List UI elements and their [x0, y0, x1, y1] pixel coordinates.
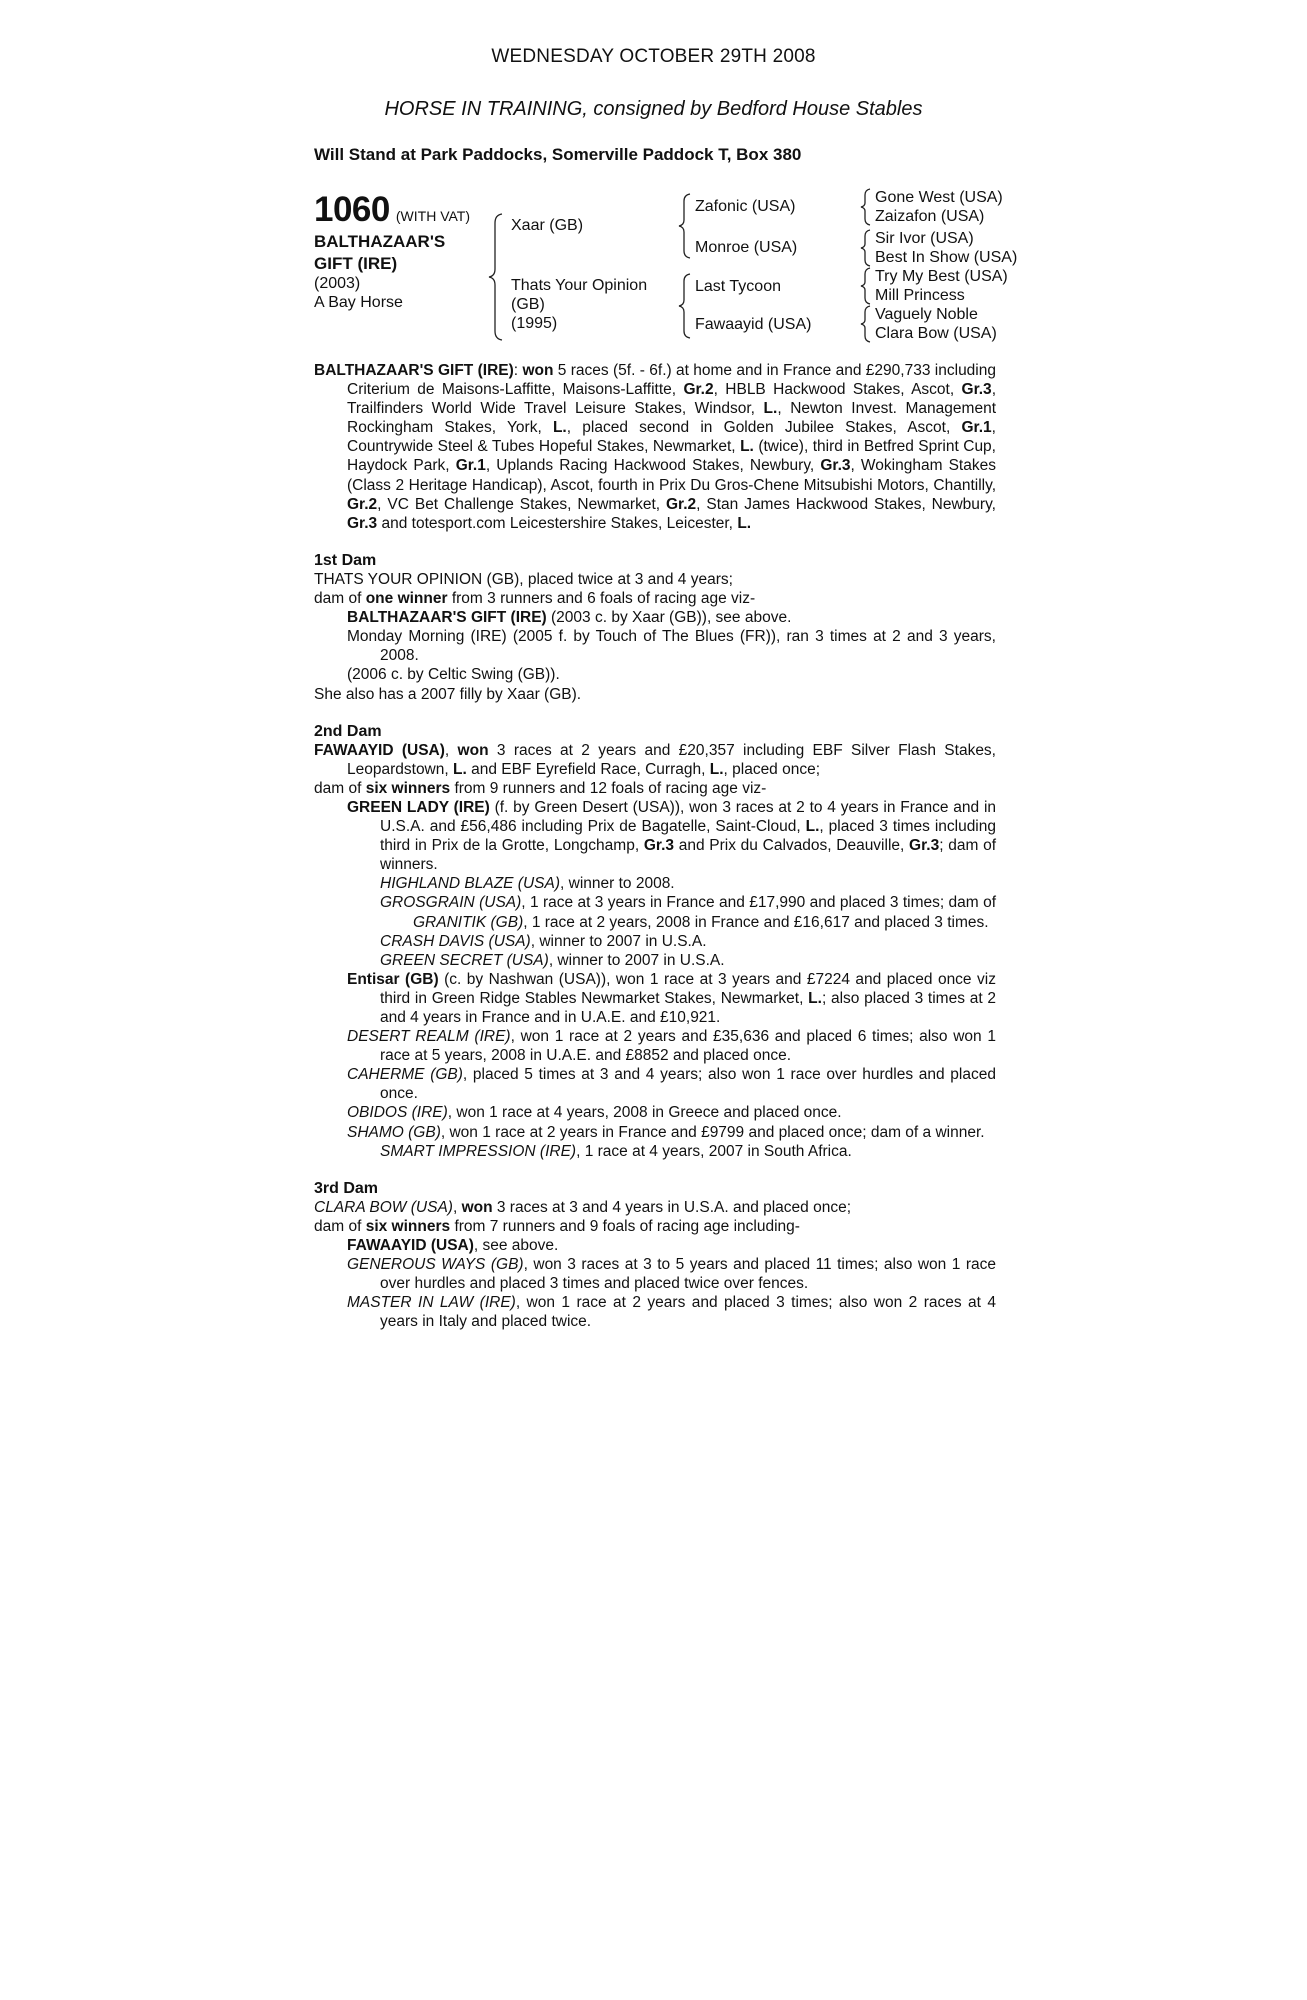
pedigree-sire-dam: Monroe (USA): [695, 239, 798, 256]
produce-obidos: OBIDOS (IRE), won 1 race at 4 years, 2008 in Greece and placed once.: [347, 1104, 842, 1122]
lot-name-line2: GIFT (IRE): [314, 254, 398, 273]
produce-fawaayid: FAWAAYID (USA), see above.: [347, 1237, 559, 1255]
pedigree-ssd: Zaizafon (USA): [875, 208, 985, 225]
consignment-title: HORSE IN TRAINING, consigned by Bedford House Stables: [384, 98, 923, 120]
stand-location: Will Stand at Park Paddocks, Somerville Paddock T, Box 380: [314, 145, 802, 164]
pedigree-brace-sire: [678, 193, 692, 259]
pedigree-dam-line3: (1995): [511, 315, 558, 332]
produce-grosgrain: GROSGRAIN (USA), 1 race at 3 years in France and £17,990 and placed 3 times; dam of GRANITIK (GB), 1 race at 2 years, 2008 in France and £16,617 and placed 3 times.: [380, 894, 996, 931]
produce-desert-realm: DESERT REALM (IRE), won 1 race at 2 years and £35,636 and placed 6 times; also won 1 race at 5 years, 2008 in U.A.E. and £8852 and placed once.: [347, 1028, 996, 1065]
first-dam-also: She also has a 2007 filly by Xaar (GB).: [314, 685, 582, 703]
lot-vat: (WITH VAT): [395, 208, 471, 224]
sale-date: WEDNESDAY OCTOBER 29TH 2008: [491, 46, 816, 67]
pedigree-dam-dam: Fawaayid (USA): [695, 316, 812, 333]
lot-description: A Bay Horse: [314, 294, 403, 311]
pedigree-dam-line1: Thats Your Opinion: [511, 277, 648, 294]
pedigree-ddd: Clara Bow (USA): [875, 325, 997, 342]
pedigree-sds: Sir Ivor (USA): [875, 230, 974, 247]
first-dam-produce-3: (2006 c. by Celtic Swing (GB)).: [347, 666, 560, 684]
lot-block: [314, 190, 494, 312]
second-dam-heading: 2nd Dam: [314, 722, 382, 740]
third-dam-line: CLARA BOW (USA), won 3 races at 3 and 4 years in U.S.A. and placed once;: [314, 1198, 852, 1216]
pedigree-sire-sire: Zafonic (USA): [695, 198, 796, 215]
second-dam-produce-summary: dam of six winners from 9 runners and 12 foals of racing age viz-: [314, 779, 767, 797]
produce-shamo: SHAMO (GB), won 1 race at 2 years in France and £9799 and placed once; dam of a winner.: [347, 1123, 985, 1141]
pedigree-brace-g1: [860, 188, 872, 226]
summary-won: won: [522, 362, 554, 379]
first-dam-heading: 1st Dam: [314, 551, 377, 569]
produce-caherme: CAHERME (GB), placed 5 times at 3 and 4 years; also won 1 race over hurdles and placed once.: [347, 1066, 996, 1103]
pedigree-dam-line2: (GB): [511, 296, 545, 313]
pedigree-brace-g3: [860, 267, 872, 305]
pedigree-dam-sire: Last Tycoon: [695, 278, 781, 295]
produce-smart-impression: SMART IMPRESSION (IRE), 1 race at 4 years, 2007 in South Africa.: [380, 1142, 852, 1160]
race-summary: BALTHAZAAR'S GIFT (IRE): won 5 races (5f. - 6f.) at home and in France and £290,733 including Criterium de Maisons-Laffitte, Maisons-Laffitte, Gr.2, HBLB Hackwood Stakes, Ascot, Gr.3, Trailfinders World Wide Travel Leisure Stakes, Windsor, L., Newton Invest. Management Rockingham Stakes, York, L., placed second in Golden Jubilee Stakes, Ascot, Gr.1, Countrywide Steel & Tubes Hopeful Stakes, Newmarket, L. (twice), third in Betfred Sprint Cup, Haydock Park, Gr.1, Uplands Racing Hackwood Stakes, Newbury, Gr.3, Wokingham Stakes (Class 2 Heritage Handicap), Ascot, fourth in Prix Du Gros-Chene Mitsubishi Motors, Chantilly, Gr.2, VC Bet Challenge Stakes, Newmarket, Gr.2, Stan James Hackwood Stakes, Newbury, Gr.3 and totesport.com Leicestershire Stakes, Leicester, L.: [314, 362, 996, 532]
summary-horse-name: BALTHAZAAR'S GIFT (IRE): [314, 362, 514, 379]
produce-green-lady: GREEN LADY (IRE) (f. by Green Desert (USA)), won 3 races at 2 to 4 years in France and in U.S.A. and £56,486 including Prix de Bagatelle, Saint-Cloud, L., placed 3 times including third in Prix de la Grotte, Longchamp, Gr.3 and Prix du Calvados, Deauville, Gr.3; dam of winners.: [347, 798, 997, 874]
first-dam-line: THATS YOUR OPINION (GB), placed twice at 3 and 4 years;: [314, 570, 733, 588]
pedigree-brace-g4: [860, 305, 872, 343]
pedigree-sss: Gone West (USA): [875, 189, 1003, 206]
pedigree-dsd: Mill Princess: [875, 287, 965, 304]
first-dam-produce-2: Monday Morning (IRE) (2005 f. by Touch of The Blues (FR)), ran 3 times at 2 and 3 years, 2008.: [347, 628, 996, 665]
produce-entisar: Entisar (GB) (c. by Nashwan (USA)), won 1 race at 3 years and £7224 and placed once viz third in Green Ridge Stables Newmarket Stakes, Newmarket, L.; also placed 3 times at 2 and 4 years in France and in U.A.E. and £10,921.: [347, 970, 996, 1026]
produce-highland-blaze: HIGHLAND BLAZE (USA), winner to 2008.: [380, 875, 675, 893]
third-dam-heading: 3rd Dam: [314, 1179, 379, 1197]
produce-master-in-law: MASTER IN LAW (IRE), won 1 race at 2 years and placed 3 times; also won 2 races at 4 years in Italy and placed twice.: [347, 1294, 996, 1331]
pedigree-dds: Vaguely Noble: [875, 306, 978, 323]
lot-name-line1: BALTHAZAAR'S: [314, 232, 446, 251]
lot-year: (2003): [314, 275, 361, 292]
produce-green-secret: GREEN SECRET (USA), winner to 2007 in U.S.A.: [380, 951, 725, 969]
lot-number: 1060: [314, 190, 390, 229]
catalogue-body: [314, 361, 996, 1332]
first-dam-produce-1: BALTHAZAAR'S GIFT (IRE) (2003 c. by Xaar (GB)), see above.: [347, 609, 792, 627]
produce-generous-ways: GENEROUS WAYS (GB), won 3 races at 3 to 5 years and placed 11 times; also won 1 race over hurdles and placed 3 times and placed twice over fences.: [347, 1256, 996, 1293]
produce-crash-davis: CRASH DAVIS (USA), winner to 2007 in U.S.A.: [380, 932, 707, 950]
pedigree-brace-g2: [860, 229, 872, 267]
pedigree-sire: Xaar (GB): [511, 217, 584, 234]
pedigree-sdd: Best In Show (USA): [875, 249, 1018, 266]
third-dam-produce-summary: dam of six winners from 7 runners and 9 foals of racing age including-: [314, 1217, 800, 1235]
first-dam-produce-summary: dam of one winner from 3 runners and 6 foals of racing age viz-: [314, 590, 756, 608]
second-dam-line: FAWAAYID (USA), won 3 races at 2 years and £20,357 including EBF Silver Flash Stakes, Leopardstown, L. and EBF Eyrefield Race, Curragh, L., placed once;: [314, 741, 996, 778]
pedigree-brace-main: [488, 213, 504, 341]
pedigree-brace-dam: [678, 273, 692, 339]
pedigree-dss: Try My Best (USA): [875, 268, 1008, 285]
